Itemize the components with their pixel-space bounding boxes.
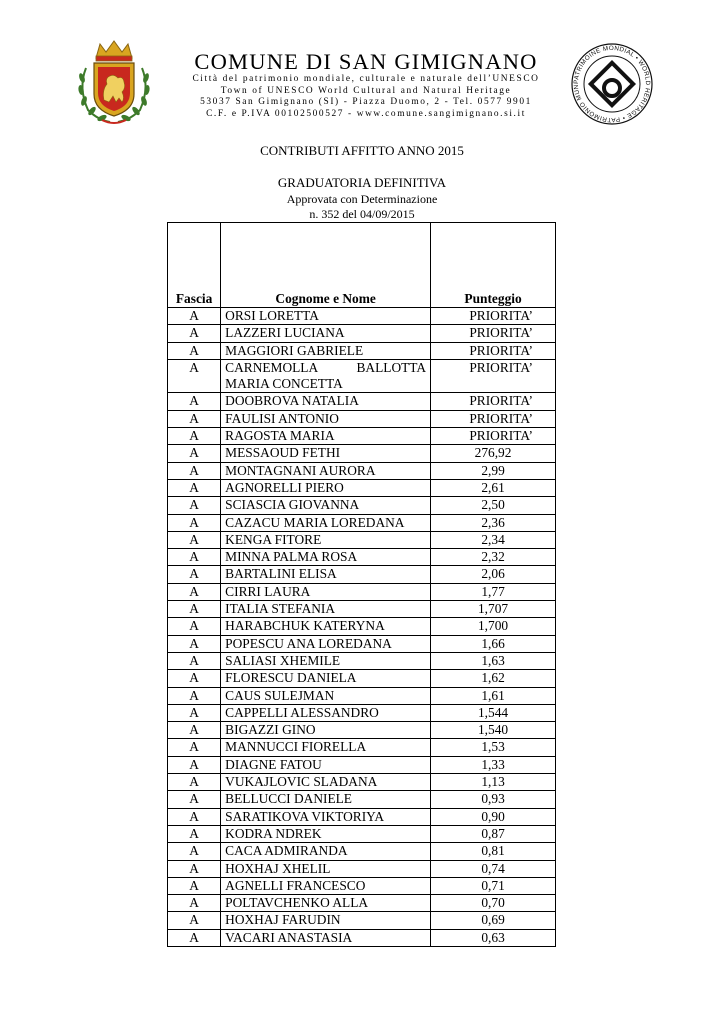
unesco-world-heritage-icon bbox=[570, 42, 654, 126]
score-cell: 2,99 bbox=[431, 462, 556, 479]
fascia-cell: A bbox=[168, 704, 221, 721]
name-cell: MANNUCCI FIORELLA bbox=[221, 739, 431, 756]
score-cell: PRIORITA’ bbox=[431, 325, 556, 342]
name-cell: DIAGNE FATOU bbox=[221, 756, 431, 773]
name-cell: VACARI ANASTASIA bbox=[221, 929, 431, 946]
score-cell: 1,33 bbox=[431, 756, 556, 773]
table-row bbox=[168, 462, 556, 479]
table-row bbox=[168, 877, 556, 894]
score-cell: 2,36 bbox=[431, 514, 556, 531]
name-cell: HARABCHUK KATERYNA bbox=[221, 618, 431, 635]
name-cell: MONTAGNANI AURORA bbox=[221, 462, 431, 479]
name-cell: BELLUCCI DANIELE bbox=[221, 791, 431, 808]
name-line-2: MARIA CONCETTA bbox=[225, 376, 343, 392]
score-cell: 1,62 bbox=[431, 670, 556, 687]
fascia-cell: A bbox=[168, 618, 221, 635]
score-cell: PRIORITA’ bbox=[431, 428, 556, 445]
fascia-cell: A bbox=[168, 566, 221, 583]
fascia-cell: A bbox=[168, 825, 221, 842]
fascia-cell: A bbox=[168, 342, 221, 359]
score-cell: 1,53 bbox=[431, 739, 556, 756]
name-cell: MAGGIORI GABRIELE bbox=[221, 342, 431, 359]
name-cell: FAULISI ANTONIO bbox=[221, 410, 431, 427]
score-cell: PRIORITA’ bbox=[431, 359, 556, 393]
score-cell: 2,34 bbox=[431, 531, 556, 548]
table-row bbox=[168, 549, 556, 566]
fascia-cell: A bbox=[168, 514, 221, 531]
table-row bbox=[168, 895, 556, 912]
name-word: BALLOTTA bbox=[356, 359, 427, 375]
table-row bbox=[168, 774, 556, 791]
name-cell: POLTAVCHENKO ALLA bbox=[221, 895, 431, 912]
letterhead-line-2: Town of UNESCO World Cultural and Natural Heritage bbox=[220, 85, 512, 96]
table-row bbox=[168, 359, 556, 393]
fascia-cell: A bbox=[168, 774, 221, 791]
name-cell: MESSAOUD FETHI bbox=[221, 445, 431, 462]
score-cell: 1,13 bbox=[431, 774, 556, 791]
fascia-cell: A bbox=[168, 912, 221, 929]
table-row bbox=[168, 670, 556, 687]
column-header-name: Cognome e Nome bbox=[221, 223, 431, 308]
name-cell: CACA ADMIRANDA bbox=[221, 843, 431, 860]
table-row bbox=[168, 739, 556, 756]
table-row bbox=[168, 514, 556, 531]
table-row bbox=[168, 583, 556, 600]
fascia-cell: A bbox=[168, 393, 221, 410]
name-cell: SALIASI XHEMILE bbox=[221, 652, 431, 669]
name-cell: BIGAZZI GINO bbox=[221, 722, 431, 739]
table-row bbox=[168, 652, 556, 669]
name-cell: AGNELLI FRANCESCO bbox=[221, 877, 431, 894]
table-row bbox=[168, 428, 556, 445]
score-cell: PRIORITA’ bbox=[431, 308, 556, 325]
name-cell: ITALIA STEFANIA bbox=[221, 601, 431, 618]
name-cell: VUKAJLOVIC SLADANA bbox=[221, 774, 431, 791]
fascia-cell: A bbox=[168, 652, 221, 669]
score-cell: 1,540 bbox=[431, 722, 556, 739]
name-cell: MINNA PALMA ROSA bbox=[221, 549, 431, 566]
fascia-cell: A bbox=[168, 756, 221, 773]
score-cell: 1,61 bbox=[431, 687, 556, 704]
table-row bbox=[168, 704, 556, 721]
score-cell: 2,32 bbox=[431, 549, 556, 566]
table-row bbox=[168, 618, 556, 635]
fascia-cell: A bbox=[168, 670, 221, 687]
approval-line: Approvata con Determinazione bbox=[286, 192, 438, 206]
fascia-cell: A bbox=[168, 359, 221, 393]
score-cell: 2,50 bbox=[431, 497, 556, 514]
column-header-fascia: Fascia bbox=[168, 223, 221, 308]
fascia-cell: A bbox=[168, 739, 221, 756]
fascia-cell: A bbox=[168, 722, 221, 739]
table-row bbox=[168, 843, 556, 860]
name-cell: CAPPELLI ALESSANDRO bbox=[221, 704, 431, 721]
name-cell bbox=[221, 359, 431, 393]
score-cell: 0,69 bbox=[431, 912, 556, 929]
fascia-cell: A bbox=[168, 895, 221, 912]
table-row bbox=[168, 791, 556, 808]
table-row bbox=[168, 635, 556, 652]
name-line-1 bbox=[225, 360, 426, 376]
table-row bbox=[168, 497, 556, 514]
table-row bbox=[168, 308, 556, 325]
score-cell: 1,544 bbox=[431, 704, 556, 721]
name-cell: KODRA NDREK bbox=[221, 825, 431, 842]
table-row bbox=[168, 808, 556, 825]
name-cell: CAUS SULEJMAN bbox=[221, 687, 431, 704]
score-cell: 0,71 bbox=[431, 877, 556, 894]
fascia-cell: A bbox=[168, 601, 221, 618]
fascia-cell: A bbox=[168, 808, 221, 825]
municipality-title: COMUNE DI SAN GIMIGNANO bbox=[194, 49, 538, 74]
fascia-cell: A bbox=[168, 497, 221, 514]
score-cell: 0,70 bbox=[431, 895, 556, 912]
name-cell: SCIASCIA GIOVANNA bbox=[221, 497, 431, 514]
name-cell: ORSI LORETTA bbox=[221, 308, 431, 325]
table-body bbox=[168, 308, 556, 947]
table-row bbox=[168, 325, 556, 342]
determination-number: n. 352 del 04/09/2015 bbox=[309, 207, 415, 221]
fascia-cell: A bbox=[168, 791, 221, 808]
score-cell: 1,707 bbox=[431, 601, 556, 618]
letterhead-line-3: 53037 San Gimignano (SI) - Piazza Duomo, 2 - Tel. 0577 9901 bbox=[200, 97, 532, 107]
name-cell: RAGOSTA MARIA bbox=[221, 428, 431, 445]
name-cell: DOOBROVA NATALIA bbox=[221, 393, 431, 410]
column-header-score: Punteggio bbox=[431, 223, 556, 308]
score-cell: 1,66 bbox=[431, 635, 556, 652]
score-cell: 0,93 bbox=[431, 791, 556, 808]
fascia-cell: A bbox=[168, 308, 221, 325]
score-cell: PRIORITA’ bbox=[431, 393, 556, 410]
score-cell: 276,92 bbox=[431, 445, 556, 462]
name-cell: POPESCU ANA LOREDANA bbox=[221, 635, 431, 652]
fascia-cell: A bbox=[168, 531, 221, 548]
fascia-cell: A bbox=[168, 929, 221, 946]
document-heading: CONTRIBUTI AFFITTO ANNO 2015 bbox=[260, 143, 464, 158]
name-cell: CIRRI LAURA bbox=[221, 583, 431, 600]
coat-of-arms-icon bbox=[72, 38, 156, 126]
fascia-cell: A bbox=[168, 410, 221, 427]
table-header-row bbox=[168, 223, 556, 308]
name-cell: HOXHAJ FARUDIN bbox=[221, 912, 431, 929]
table-row bbox=[168, 722, 556, 739]
table-row bbox=[168, 860, 556, 877]
fascia-cell: A bbox=[168, 428, 221, 445]
table-row bbox=[168, 929, 556, 946]
name-word: CARNEMOLLA bbox=[225, 359, 319, 375]
score-cell: 0,87 bbox=[431, 825, 556, 842]
fascia-cell: A bbox=[168, 843, 221, 860]
table-row bbox=[168, 342, 556, 359]
letterhead-line-1: Città del patrimonio mondiale, culturale e naturale dell’UNESCO bbox=[192, 74, 540, 84]
table-row bbox=[168, 756, 556, 773]
name-cell: KENGA FITORE bbox=[221, 531, 431, 548]
name-cell: LAZZERI LUCIANA bbox=[221, 325, 431, 342]
name-cell: BARTALINI ELISA bbox=[221, 566, 431, 583]
fascia-cell: A bbox=[168, 549, 221, 566]
name-cell: FLORESCU DANIELA bbox=[221, 670, 431, 687]
score-cell: 0,90 bbox=[431, 808, 556, 825]
ranking-table bbox=[167, 222, 556, 947]
table-row bbox=[168, 410, 556, 427]
fascia-cell: A bbox=[168, 877, 221, 894]
score-cell: 0,63 bbox=[431, 929, 556, 946]
unesco-ring-text: PATRIMOINE MONDIAL • WORLD HERITAGE • PATRIMONIO MUN bbox=[572, 44, 652, 124]
score-cell: 2,06 bbox=[431, 566, 556, 583]
table-row bbox=[168, 393, 556, 410]
fascia-cell: A bbox=[168, 860, 221, 877]
score-cell: 1,77 bbox=[431, 583, 556, 600]
name-cell: HOXHAJ XHELIL bbox=[221, 860, 431, 877]
name-cell: AGNORELLI PIERO bbox=[221, 479, 431, 496]
score-cell: 0,74 bbox=[431, 860, 556, 877]
fascia-cell: A bbox=[168, 325, 221, 342]
table-row bbox=[168, 531, 556, 548]
fascia-cell: A bbox=[168, 687, 221, 704]
table-row bbox=[168, 479, 556, 496]
score-cell: PRIORITA’ bbox=[431, 410, 556, 427]
name-cell-justified bbox=[225, 360, 426, 393]
score-cell: PRIORITA’ bbox=[431, 342, 556, 359]
fascia-cell: A bbox=[168, 635, 221, 652]
table-row bbox=[168, 912, 556, 929]
score-cell: 2,61 bbox=[431, 479, 556, 496]
fascia-cell: A bbox=[168, 479, 221, 496]
fascia-cell: A bbox=[168, 462, 221, 479]
table-row bbox=[168, 825, 556, 842]
name-cell: SARATIKOVA VIKTORIYA bbox=[221, 808, 431, 825]
letterhead-line-4: C.F. e P.IVA 00102500527 - www.comune.sangimignano.si.it bbox=[206, 108, 526, 119]
document-subheading: GRADUATORIA DEFINITIVA bbox=[277, 175, 447, 190]
score-cell: 1,63 bbox=[431, 652, 556, 669]
name-cell: CAZACU MARIA LOREDANA bbox=[221, 514, 431, 531]
table-row bbox=[168, 687, 556, 704]
score-cell: 1,700 bbox=[431, 618, 556, 635]
letterhead bbox=[170, 50, 562, 120]
fascia-cell: A bbox=[168, 583, 221, 600]
fascia-cell: A bbox=[168, 445, 221, 462]
table-row bbox=[168, 601, 556, 618]
score-cell: 0,81 bbox=[431, 843, 556, 860]
table-row bbox=[168, 566, 556, 583]
table-row bbox=[168, 445, 556, 462]
